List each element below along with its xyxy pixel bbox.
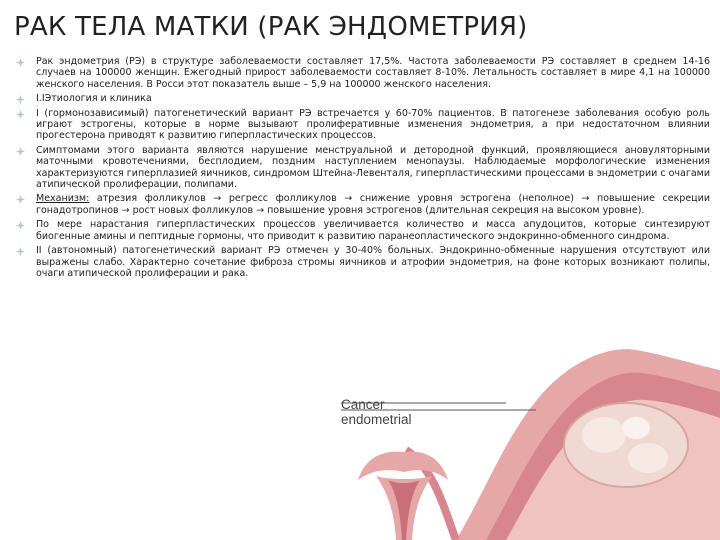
list-item-text: Симптомами этого варианта являются нарушение менструальной и детородной функций, проявляющиеся ановуляторными маточными кровотечениями, бесплодием, поздним наступлением менопаузы. Наблюдаемые морфологические изменения характеризуются гиперплазией яичников, синдромом Штейна-Левенталя, гиперпластическими процессами в эндометрии с очагами атипической пролиферации, полипами.	[36, 144, 710, 191]
list-item-text: II (автономный) патогенетический вариант РЭ отмечен у 30-40% больных. Эндокринно-обменные нарушения отсутствуют или выражены слабо. Характерно сочетание фиброза стромы яичников и атрофии эндометрия, на фоне которых возникают полипы, очаги атипической пролиферации и рака.	[36, 245, 710, 279]
list-item-text: I (гормонозависимый) патогенетический вариант РЭ встречается у 60-70% пациентов. В патогенезе заболевания особую роль играют эстрогены, которые в норме вызывают пролиферативные изменения эндометрия, а при недостаточном влиянии прогестерона приводят к развитию гиперпластических процессов.	[36, 107, 710, 142]
list-item	[14, 219, 710, 242]
list-item	[14, 56, 710, 90]
list-item	[14, 145, 710, 191]
bullet-list	[14, 56, 710, 282]
list-item	[14, 108, 710, 142]
list-item-text: По мере нарастания гиперпластических процессов увеличивается количество и масса апудоцитов, которые синтезируют биогенные амины и пептидные гормоны, что приводит к развитию паранеопластического эндокринно-обменного синдрома.	[36, 219, 710, 242]
bullet-icon	[16, 58, 25, 67]
list-item	[14, 93, 710, 104]
list-item-text: атрезия фолликулов → регресс фолликулов → снижение уровня эстрогена (неполное) → повышение секреции гонадотропинов → рост новых фолликулов → повышение уровня эстрогенов (длительная секреция на высоком уровне).	[36, 193, 710, 216]
list-item-text: I.IЭтиология и клиника	[36, 93, 152, 105]
figure-label	[341, 397, 412, 427]
bullet-icon	[16, 221, 25, 230]
bullet-icon	[16, 195, 25, 204]
list-item-text: Рак эндометрия (РЭ) в структуре заболеваемости составляет 17,5%. Частота заболеваемости РЭ составляет в среднем 14-16 случаев на 100000 женщин. Ежегодный прирост заболеваемости составляет 8-10%. Летальность составляет в мире 4,1 на 100000 женского населения. В Росси этот показатель выше – 5,9 на 100000 женского населения.	[36, 56, 710, 90]
mechanism-label: Механизм:	[36, 193, 90, 205]
bullet-icon	[16, 247, 25, 256]
bullet-icon	[16, 110, 25, 119]
bullet-icon	[16, 147, 25, 156]
uterus-illustration	[336, 340, 720, 540]
bullet-icon	[16, 95, 25, 104]
list-item	[14, 245, 710, 279]
figure-label-line1: Cancer	[341, 397, 385, 412]
slide-title: РАК ТЕЛА МАТКИ (РАК ЭНДОМЕТРИЯ)	[14, 12, 528, 42]
figure-label-line2: endometrial	[341, 412, 412, 427]
list-item	[14, 193, 710, 216]
